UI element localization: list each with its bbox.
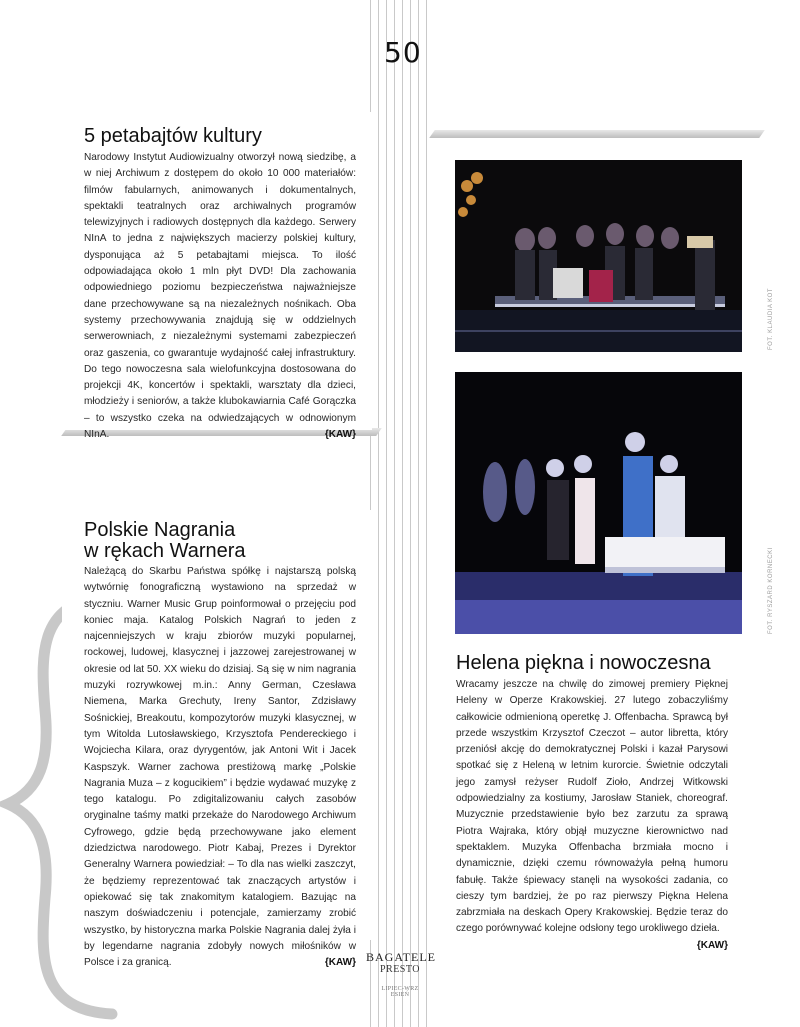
article-title: 5 petabajtów kultury <box>84 125 262 147</box>
article-nina <box>62 112 372 441</box>
staff-line <box>418 0 419 1027</box>
article-body <box>84 150 356 443</box>
article-text: Należącą do Skarbu Państwa spółkę i najstarszą polską wytwórnię fonograficzną wystawiono na sprzedaż w styczniu. Warner Music Grup poinformował o przejęciu pod koniec maja. Katalog Polskich Nagrań to jeden z najcenniejszych w kraju zbiorów muzyki popularnej, rockowej, ludowej, klasycznej i jazzowej zarejestrowanej w okresie od lat 50. XX wieku do dzisiaj. Są się w nim nagrania muzyki rozrywkowej m.in.: Anny German, Czesława Niemena, Marka Grechuty, Ireny Santor, Zdzisławy Sośnickiej, Breakoutu, kompozytorów muzyki klasycznej, w tym Witolda Lutosławskiego, Krzysztofa Pendereckiego i Wojciecha Kilara, oraz dyrygentów, jak Antoni Wit i Jacek Kaspszyk. Warner zachowa prestiżową markę „Polskie Nagrania Muza – z kogucikiem” i będzie wydawać muzykę z tego katalogu. Po zdigitalizowaniu całych zasobów oryginalne taśmy matki przekaże do Narodowego Archiwum Cyfrowego, gdzie będą przechowywane jako element dziedzictwa narodowego. Piotr Kabaj, Prezes i Dyrektor Generalny Warnera powiedział: – To dla nas wielki zaszczyt, że będziemy reprezentować tak znaczących artystów i opiekować się tak znakomitym katalogiem. Bazując na naszym doświadczeniu i potencjale, zamierzamy zrobić wszystko, by historyczna marka Polskie Nagrania dalej żyła i by legendarne nagrania zdobyły nowych miłośników w Polsce i za granicą. <box>84 566 356 969</box>
article-title-line: Polskie Nagrania <box>84 519 236 541</box>
article-text: Narodowy Instytut Audiowizualny otworzył nową siedzibę, a w niej Archiwum z dostępem do około 10 000 materiałów: filmów fabularnych, animowanych i dokumentalnych, spektakli teatralnych oraz archiwalnych programów telewizyjnych i radiowych dostępnych dla każdego. Serwery NInA to jedna z największych macierzy polskiej kultury, dysponująca aż 5 petabajtami miejsca. To ilość odpowiadająca około 1 mln płyt DVD! Dla zachowania odpowiedniego poziomu bezpieczeństwa najważniejsze dane przechowywane są na niezależnych nośnikach. Oba systemy przechowywania znajdują się w oddzielnych serwerowniach, z niezależnymi systemami zabezpieczeń oraz gaszenia, co gwarantuje wydajność całej infrastruktury. Do tego nowoczesna sala wielofunkcyjna dostosowana do projekcji 4K, koncertów i spektakli, warsztaty dla dzieci, młodzieży i seniorów, a także klubokawiarnia Café Gorączka – to wszystko czeka na odwiedzających w odnowionym NInA. <box>84 152 356 441</box>
article-body <box>84 564 356 971</box>
article-title-line: w rękach Warnera <box>84 540 246 562</box>
panel-shadow <box>429 130 765 138</box>
article-helena <box>432 645 748 951</box>
article-body <box>456 677 728 954</box>
article-signature: {KAW} <box>324 429 356 441</box>
page-number: 50 <box>384 36 422 69</box>
staff-line <box>386 0 387 1027</box>
brand-subtitle: PRESTO <box>379 964 421 975</box>
staff-line <box>378 0 379 1027</box>
helena-stage-photo <box>455 372 742 634</box>
article-text: Wracamy jeszcze na chwilę do zimowej premiery Pięknej Heleny w Operze Krakowskiej. 27 lutego zobaczyliśmy całkowicie odmienioną operetkę J. Offenbacha. Sprawcą był przede wszystkim Krzysztof Czeczot – autor libretta, który przeniósł akcję do demokratycznej Polski i kazał Parysowi spotkać się z Heleną w letnim kurorcie. Świetnie odczytali jego zamysł reżyser Rudolf Zioło, Andrzej Witkowski odpowiedzialny za kostiumy, Jarosław Staniek, choreograf. Muzycznie przedstawienie było bez zarzutu za sprawą Piotra Wajraka, który objął muzyczne kierownictwo nad spektaklem. Muzyka Offenbacha brzmiała mocno i dynamicznie, dzięki czemu równoważyła pełną humoru fabułę. Także śpiewacy stanęli na wysokości zadania, co cieszy tym bardziej, że po raz pierwszy Piękna Helena zabrzmiała na deskach Opery Krakowskiej. Będzie teraz do czego porównywać kolejne odsłony tego urokliwego dzieła. <box>456 679 728 935</box>
staff-line <box>394 0 395 1027</box>
staff-line <box>410 0 411 1027</box>
brand-name: BAGATELE <box>366 950 436 964</box>
staff-line <box>426 0 427 1027</box>
photo-credit: FOT. RYSZARD KORNECKI <box>768 547 774 634</box>
opera-stage-photo <box>455 160 742 352</box>
article-title: Helena piękna i nowoczesna <box>456 652 711 674</box>
article-signature: {KAW} <box>696 939 728 951</box>
photo-credit: FOT. KLAUDIA KOT <box>768 287 774 350</box>
article-signature: {KAW} <box>324 957 356 969</box>
issue-date: LIPIEC-WRZESIEŃ <box>381 986 419 998</box>
staff-line <box>402 0 403 1027</box>
article-polskie-nagrania <box>62 510 372 969</box>
article-title <box>84 520 246 562</box>
